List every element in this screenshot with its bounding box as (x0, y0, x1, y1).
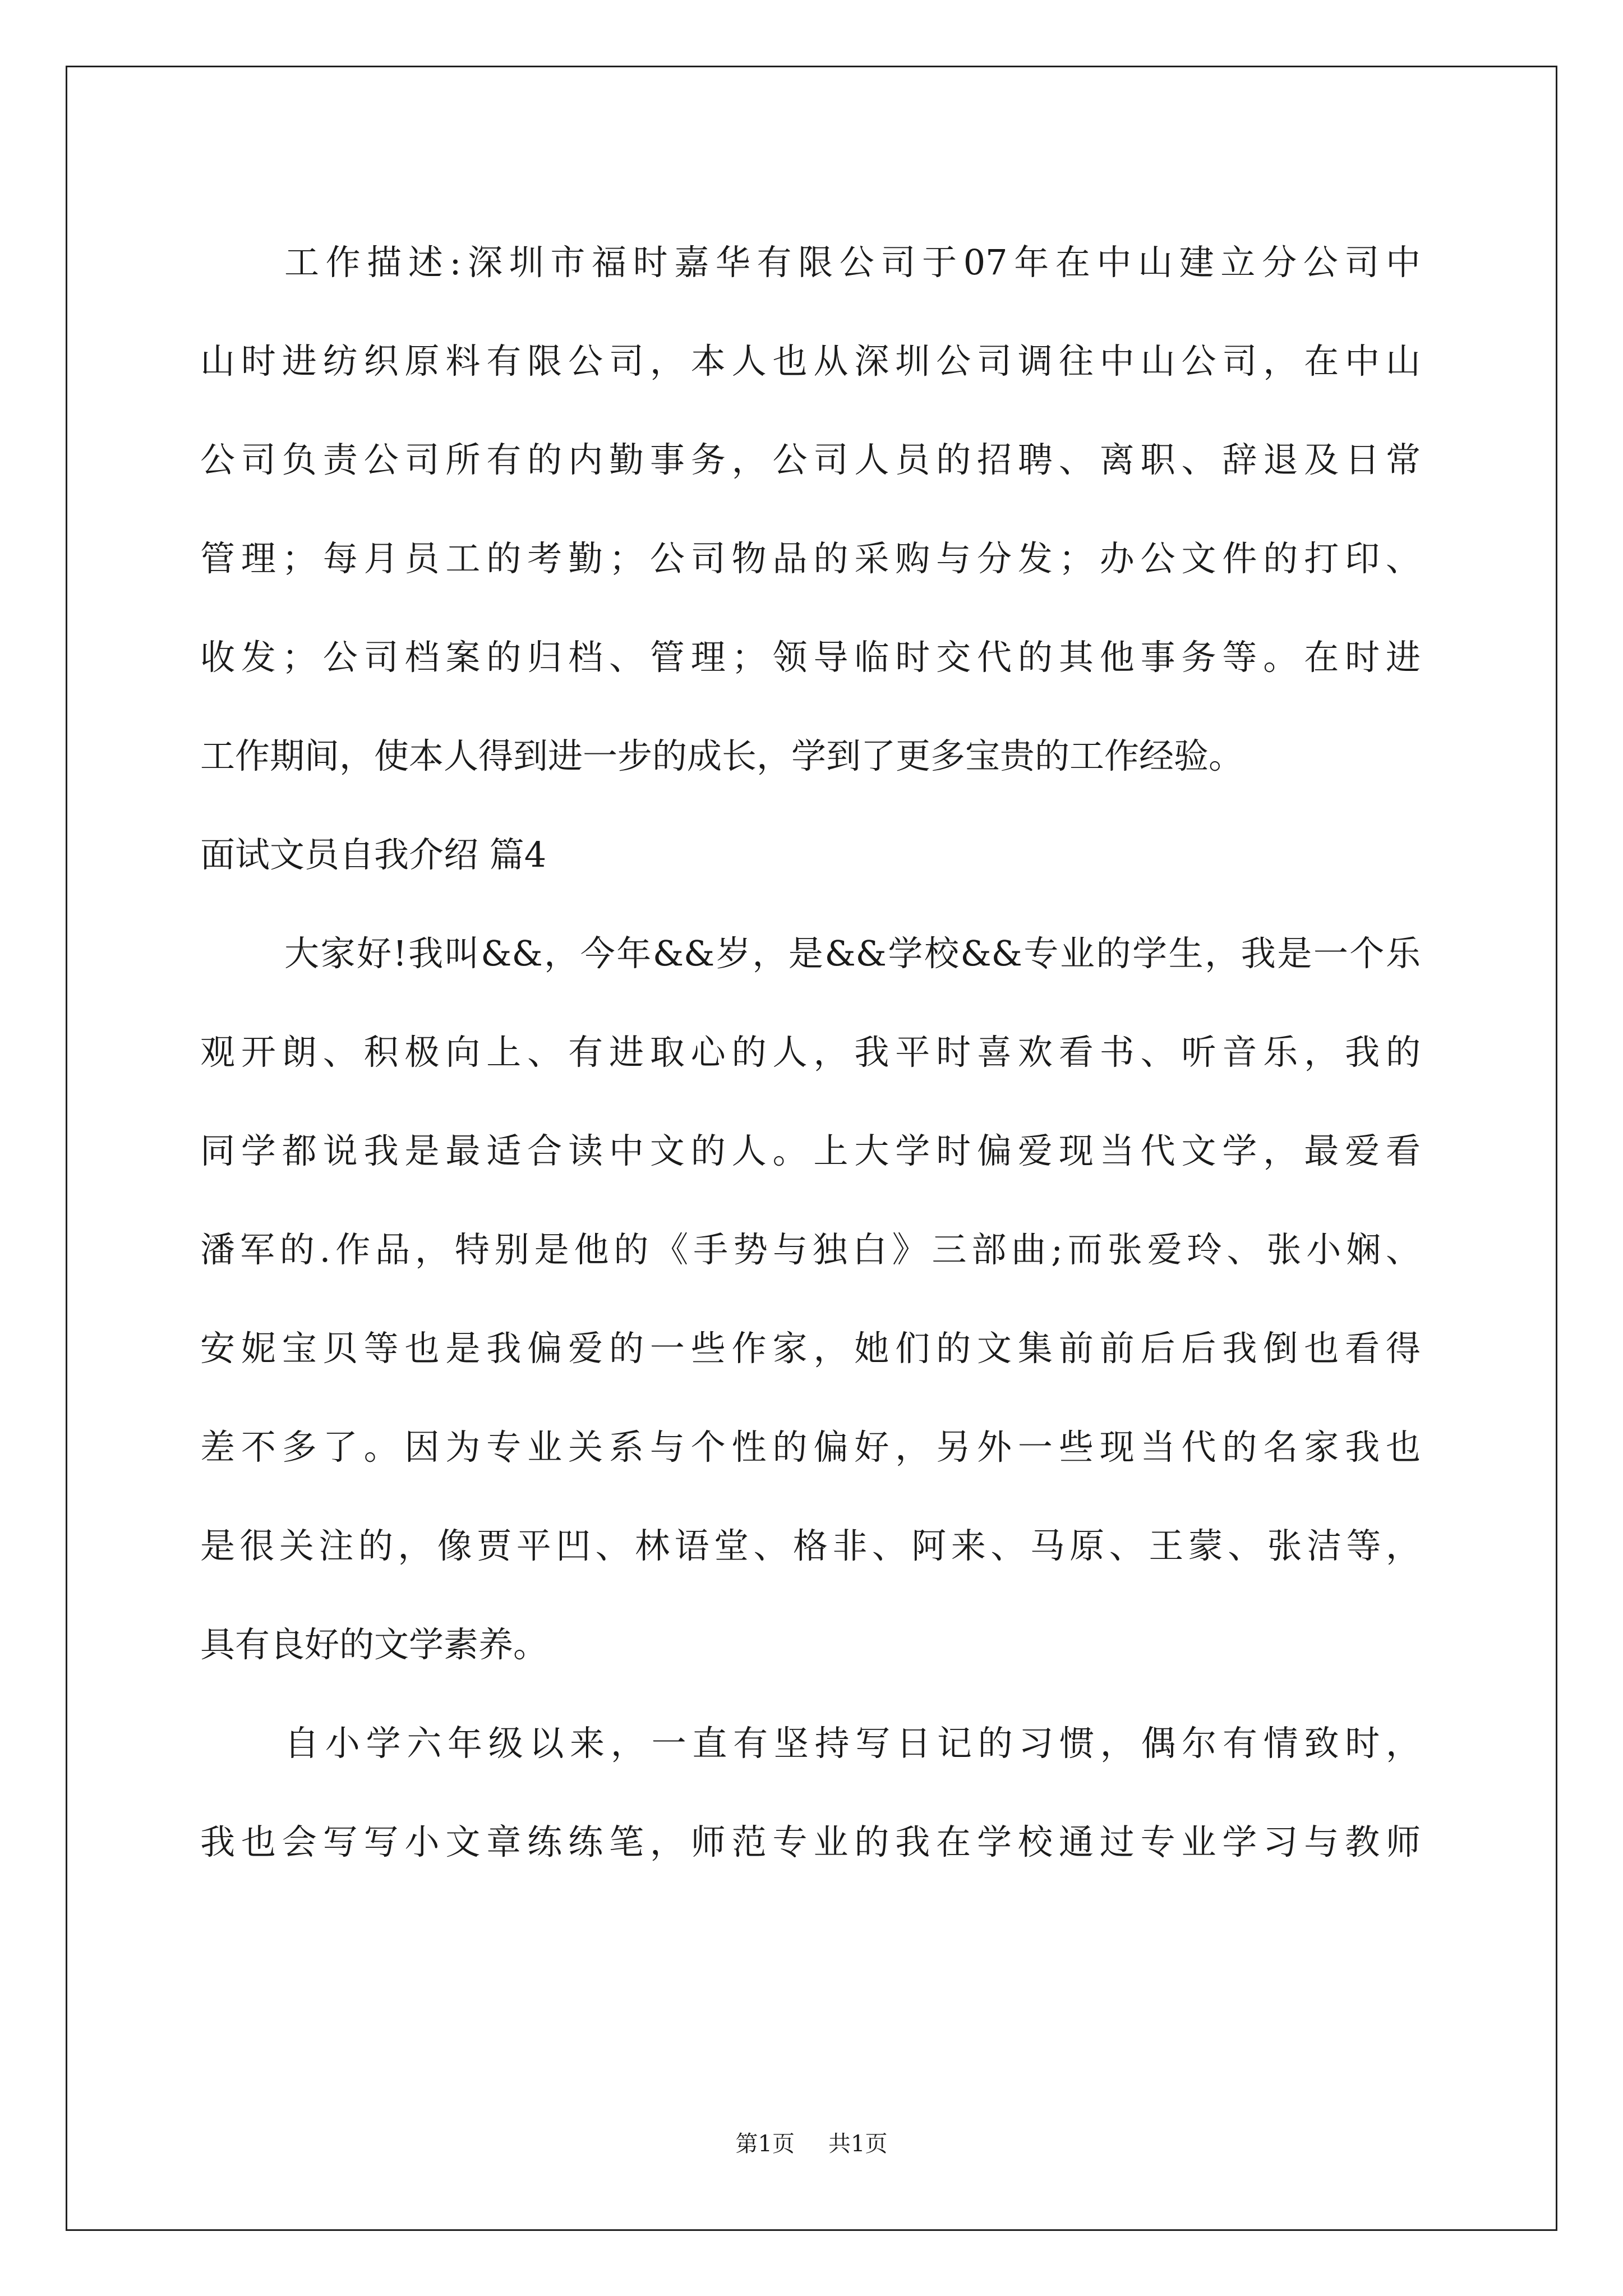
text-line: 收发；公司档案的归档、管理；领导临时交代的其他事务等。在时进 (200, 637, 1421, 678)
text-line: 同学都说我是最适合读中文的人。上大学时偏爱现当代文学，最爱看 (200, 1130, 1421, 1171)
text-line: 工作描述:深圳市福时嘉华有限公司于07年在中山建立分公司中 (284, 242, 1421, 283)
paragraph-writing-habit (200, 1694, 1421, 1892)
text-line: 管理；每月员工的考勤；公司物品的采购与分发；办公文件的打印、 (200, 538, 1421, 579)
page-total: 共1页 (828, 2131, 888, 2157)
text-line: 公司负责公司所有的内勤事务，公司人员的招聘、离职、辞退及日常 (200, 439, 1421, 480)
text-line: 自小学六年级以来，一直有坚持写日记的习惯，偶尔有情致时， (284, 1723, 1421, 1764)
text-line: 具有良好的文学素养。 (200, 1624, 548, 1665)
text-line: 潘军的.作品，特别是他的《手势与独白》三部曲;而张爱玲、张小娴、 (200, 1229, 1421, 1270)
text-line: 安妮宝贝等也是我偏爱的一些作家，她们的文集前前后后我倒也看得 (200, 1328, 1421, 1369)
document-body (200, 213, 1421, 1892)
paragraph-work-description (200, 213, 1421, 806)
page-number: 第1页 (735, 2131, 795, 2157)
section-heading: 面试文员自我介绍 篇4 (200, 834, 547, 875)
text-line: 我也会写写小文章练练笔，师范专业的我在学校通过专业学习与教师 (200, 1821, 1421, 1862)
text-line: 大家好!我叫&&，今年&&岁，是&&学校&&专业的学生，我是一个乐 (284, 933, 1421, 974)
text-line: 工作期间，使本人得到进一步的成长，学到了更多宝贵的工作经验。 (200, 735, 1244, 776)
text-line: 山时进纺织原料有限公司，本人也从深圳公司调往中山公司，在中山 (200, 341, 1421, 381)
page-footer (0, 2126, 1623, 2158)
paragraph-self-introduction (200, 904, 1421, 1694)
text-line: 是很关注的，像贾平凹、林语堂、格非、阿来、马原、王蒙、张洁等， (200, 1525, 1421, 1566)
text-line: 差不多了。因为专业关系与个性的偏好，另外一些现当代的名家我也 (200, 1427, 1421, 1467)
text-line: 观开朗、积极向上、有进取心的人，我平时喜欢看书、听音乐，我的 (200, 1032, 1421, 1073)
